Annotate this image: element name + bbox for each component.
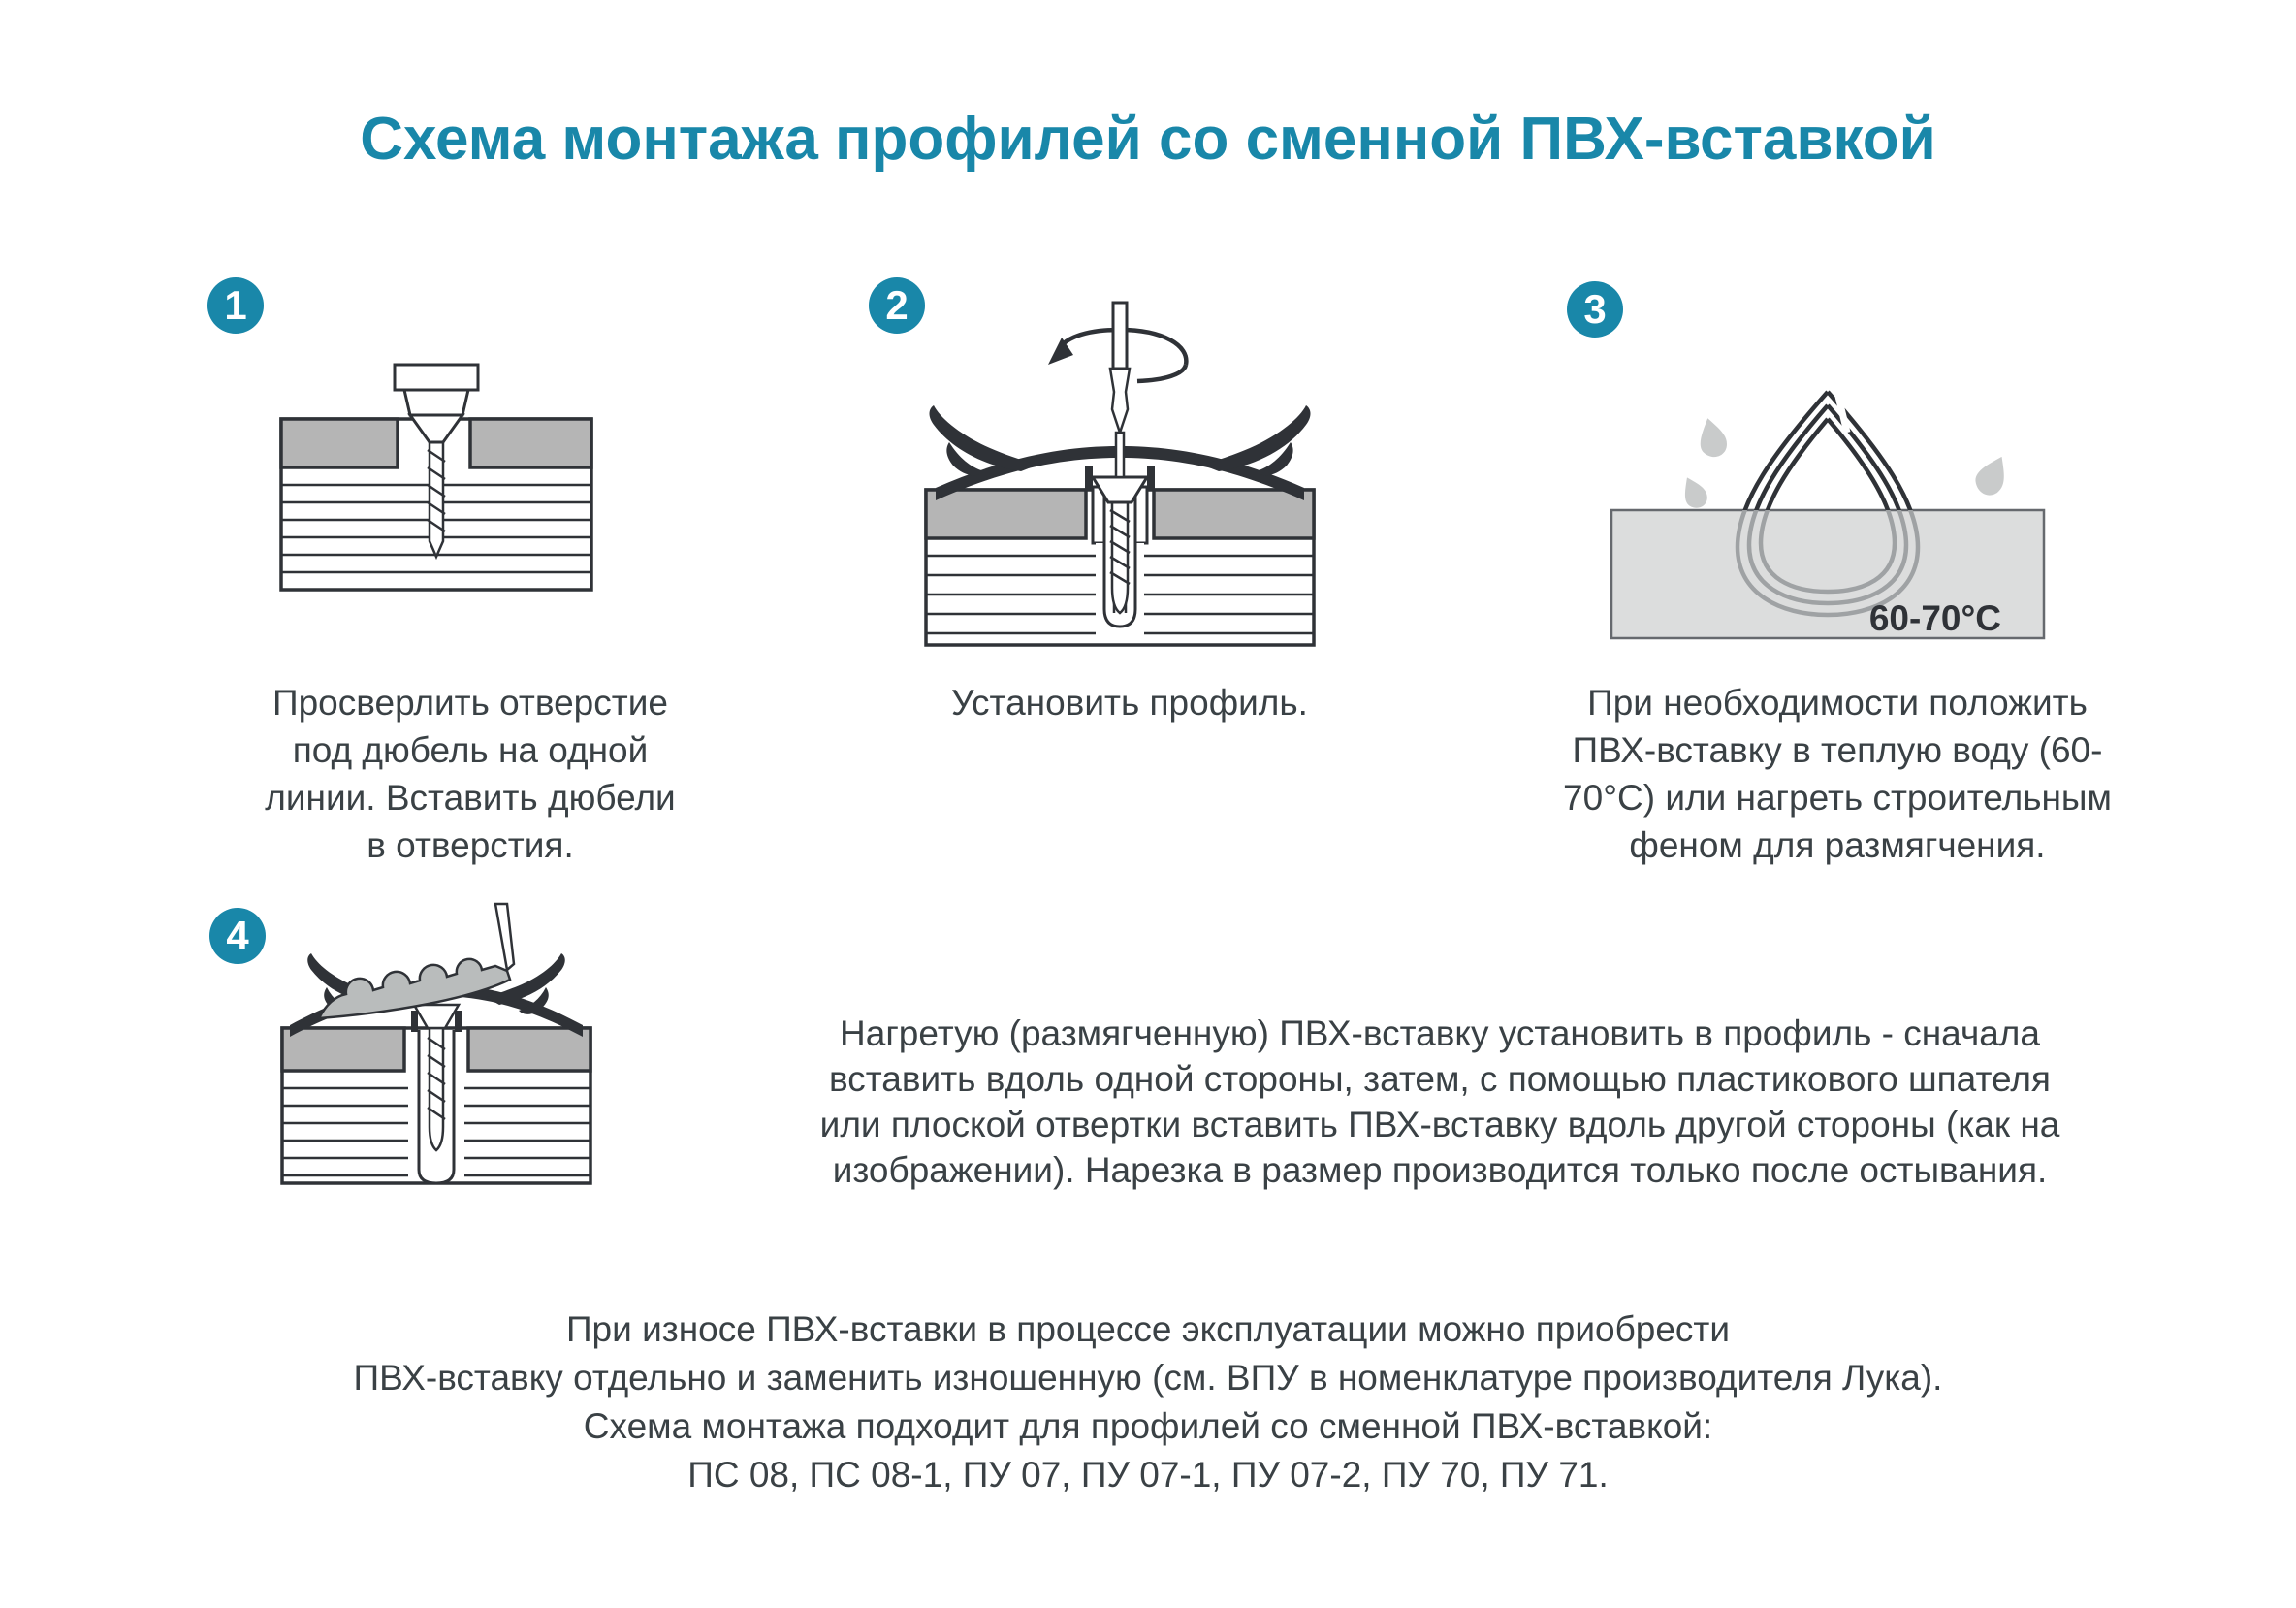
droplet-icon <box>1675 473 1710 512</box>
step2-caption <box>834 679 1425 726</box>
floor-top-layer-right <box>468 1028 590 1071</box>
droplet-icon <box>1693 415 1731 461</box>
step1-illustration <box>276 361 596 594</box>
step3-caption <box>1522 679 2152 869</box>
caption-line: ПВХ-вставку в теплую воду (60- <box>1572 730 2103 770</box>
page-title: Схема монтажа профилей со сменной ПВХ-вставкой <box>360 106 1936 173</box>
caption-line: вставить вдоль одной стороны, затем, с помощью пластикового шпателя <box>829 1059 2051 1099</box>
loop-end-gap <box>1835 384 1847 433</box>
step2-number: 2 <box>885 282 909 328</box>
insert-pvc-icon <box>276 902 596 1193</box>
caption-line: феном для размягчения. <box>1629 825 2046 865</box>
rotation-arrow-front <box>1137 365 1186 381</box>
step3-number-badge <box>1567 281 1623 338</box>
step2-illustration <box>877 301 1362 650</box>
footer-line: При износе ПВХ-вставки в процессе эксплуатации можно приобрести <box>565 1309 1731 1349</box>
pvc-insert-shape <box>319 959 510 1018</box>
step1-caption <box>175 679 766 869</box>
step4-caption <box>703 1011 2177 1193</box>
caption-line: под дюбель на одной <box>292 730 649 770</box>
caption-line: линии. Вставить дюбели <box>265 778 676 818</box>
step4-number-badge <box>209 908 266 964</box>
floor-top-layer-right <box>1154 490 1314 538</box>
footer-line: ПВХ-вставку отдельно и заменить изношенную (см. ВПУ в номенклатуре производителя Лука). <box>353 1358 1943 1398</box>
step1-number: 1 <box>224 282 247 328</box>
warm-water-icon <box>1600 357 2056 658</box>
caption-line: Нагретую (размягченную) ПВХ-вставку установить в профиль - сначала <box>840 1013 2040 1053</box>
step4-illustration <box>276 902 596 1193</box>
footer-line: ПС 08, ПС 08-1, ПУ 07, ПУ 07-1, ПУ 07-2, ПУ 70, ПУ 71. <box>687 1455 1609 1495</box>
drill-dowel-icon <box>276 361 596 594</box>
water-temperature-label: 60-70°C <box>1868 598 2001 638</box>
footer-note <box>19 1305 2277 1499</box>
profile-install-icon <box>877 301 1362 650</box>
step1-number-badge <box>207 277 264 334</box>
flat-screwdriver-icon <box>495 904 514 970</box>
caption-line: При необходимости положить <box>1587 683 2088 723</box>
floor-top-layer-left <box>926 490 1086 538</box>
floor-top-layer-left <box>282 1028 404 1071</box>
caption-line: или плоской отвертки вставить ПВХ-вставку вдоль другой стороны (как на <box>819 1105 2060 1144</box>
step4-number: 4 <box>226 913 249 958</box>
droplet-icon <box>1971 451 2012 499</box>
floor-top-layer-right <box>470 419 591 467</box>
step3-number: 3 <box>1583 286 1607 332</box>
caption-line: изображении). Нарезка в размер производится только после остывания. <box>832 1150 2048 1190</box>
caption-line: 70°С) или нагреть строительным <box>1563 778 2112 818</box>
step3-illustration <box>1600 357 2056 658</box>
footer-line: Схема монтажа подходит для профилей со сменной ПВХ-вставкой: <box>583 1406 1713 1446</box>
caption-line: Просверлить отверстие <box>272 683 668 723</box>
caption-line: Установить профиль. <box>951 683 1308 723</box>
caption-line: в отверстия. <box>367 825 574 865</box>
floor-top-layer-left <box>281 419 398 467</box>
